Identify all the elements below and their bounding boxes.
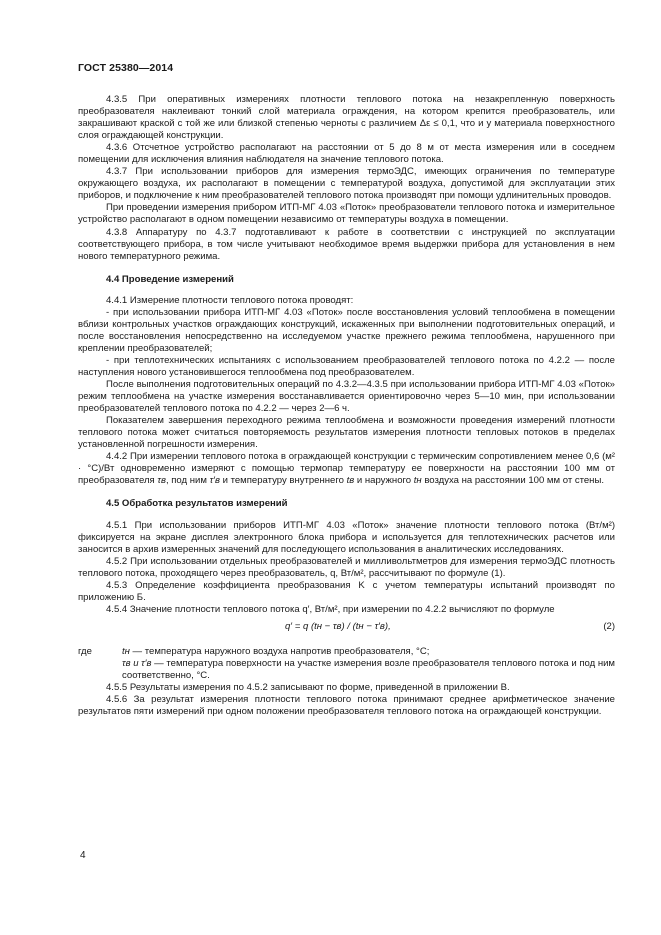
where-description-t-n: температура наружного воздуха напротив преобразователя, °С; — [144, 645, 430, 657]
paragraph-4-4-2-part-a: 4.4.2 При измерении теплового потока в ограждающей конструкции с термическим сопротивлением менее 0,6 (м² · °С)/Вт одновременно измеряют с помощью термопар температуру ее поверхности на расстоянии 100 мм от преобразователя — [78, 451, 615, 487]
paragraph-after-preparation: После выполнения подготовительных операций по 4.3.2—4.3.5 при использовании прибора ИТП-МГ 4.03 «Поток» режим теплообмена на участке измерения восстанавливается ориентировочно через 5—10 мин, при использовании преобразователей теплового потока по 4.2.2 — через 2—6 ч. — [78, 379, 615, 415]
formula-row — [78, 618, 615, 636]
paragraph-4-5-5: 4.5.5 Результаты измерения по 4.5.2 записывают по форме, приведенной в приложении В. — [106, 682, 510, 694]
paragraph-4-3-7: 4.3.7 При использовании приборов для измерения термоЭДС, имеющих ограничения по температуре окружающего воздуха, их располагают в помещении с температурой воздуха, допустимой для эксплуатации этих приборов, и подключение к ним преобразователей теплового потока производят при помощи удлинительных проводов. — [78, 166, 615, 202]
paragraph-itp-placement: При проведении измерения прибором ИТП-МГ 4.03 «Поток» преобразователи теплового потока и измерительное устройство располагают в одном помещении независимо от температуры воздуха в помещении. — [78, 202, 615, 226]
section-heading-4-4: 4.4 Проведение измерений — [106, 273, 234, 285]
paragraph-4-3-8: 4.3.8 Аппаратуру по 4.3.7 подготавливают к работе в соответствии с инструкцией по эксплуатации соответствующего прибора, в том числе учитывают необходимое время выдержки прибора для установления в нем нового температурного режима. — [78, 226, 615, 262]
section-heading-4-5: 4.5 Обработка результатов измерений — [106, 498, 288, 510]
symbol-t-v: tв — [346, 475, 355, 487]
page-number: 4 — [80, 850, 86, 861]
document-header: ГОСТ 25380—2014 — [78, 62, 174, 74]
paragraph-4-4-2-part-b: , под ним — [165, 475, 207, 487]
document-body — [78, 94, 615, 718]
paragraph-4-5-4: 4.5.4 Значение плотности теплового потока q′, Вт/м², при измерении по 4.2.2 вычисляют по формуле — [106, 603, 555, 615]
paragraph-4-5-1: 4.5.1 При использовании приборов ИТП-МГ 4.03 «Поток» значение плотности теплового потока (Вт/м²) фиксируется на экране дисплея электронного блока прибора и используется для теплотехнических расчетов или заносится в архив измеренных значений для последующего использования в аналитических исследованиях. — [78, 519, 615, 555]
symbol-tau-v: τв — [157, 475, 166, 487]
paragraph-4-4-2-part-e: воздуха на расстоянии 100 мм от стены. — [424, 475, 604, 487]
symbol-t-n: tн — [413, 475, 422, 487]
paragraph-4-5-6: 4.5.6 За результат измерения плотности теплового потока принимают среднее арифметическое значение результатов пяти измерений при одном положении преобразователя теплового потока на ограждающей конструкции. — [78, 694, 615, 718]
paragraph-4-4-1-item-b: - при теплотехнических испытаниях с использованием преобразователей теплового потока по 4.2.2 — после наступления нового установившегося теплообмена под преобразователем. — [78, 354, 615, 378]
paragraph-4-4-1-item-a: - при использовании прибора ИТП-МГ 4.03 «Поток» после восстановления условий теплообмена в помещении вблизи контрольных участков ограждающих конструкций, искаженных при выполнении подготовительных операций, и после восстановления непосредственно на исследуемом участке прежнего режима теплообмена, нарушенного при креплении преобразователей; — [78, 306, 615, 354]
where-block — [78, 646, 615, 682]
paragraph-4-4-2-part-c: и температуру внутреннего — [222, 475, 344, 487]
paragraph-4-4-2 — [78, 451, 615, 487]
paragraph-4-5-3: 4.5.3 Определение коэффициента преобразования K с учетом температуры испытаний производят по приложению Б. — [78, 579, 615, 603]
where-symbol-t-n: tн — — [122, 645, 143, 657]
paragraph-4-3-5: 4.3.5 При оперативных измерениях плотности теплового потока на незакрепленную поверхность преобразователя наклеивают тонкий слой материала ограждения, на котором крепится преобразователь, или закрашивают краской с той же или близкой степенью черноты с различием Δε ≤ 0,1, что и у материала поверхностного слоя ограждающей конструкции. — [78, 94, 615, 142]
symbol-tau-v-prime: τ′в — [209, 475, 220, 487]
where-symbol-tau: τв и τ′в — — [122, 657, 164, 669]
paragraph-4-5-2: 4.5.2 При использовании отдельных преобразователей и милливольтметров для измерения термоЭДС плотность теплового потока, проходящего через преобразователь, q, Вт/м², рассчитывают по формуле (1). — [78, 555, 615, 579]
paragraph-4-4-2-part-d: и наружного — [356, 475, 412, 487]
where-description-tau: температура поверхности на участке измерения возле преобразователя теплового потока и под ним соответственно, °С. — [122, 657, 615, 681]
formula-number: (2) — [603, 620, 615, 632]
paragraph-4-3-6: 4.3.6 Отсчетное устройство располагают на расстоянии от 5 до 8 м от места измерения или в соседнем помещении для исключения влияния наблюдателя на значение теплового потока. — [78, 142, 615, 166]
paragraph-4-4-1: 4.4.1 Измерение плотности теплового потока проводят: — [106, 294, 354, 306]
paragraph-transition-indicator: Показателем завершения переходного режима теплообмена и возможности проведения измерений плотности теплового потока может считаться повторяемость результатов измерения плотности тепловых потоков в пределах установленной погрешности измерения. — [78, 415, 615, 451]
formula-2: q′ = q (tн − τв) / (tн − τ′в), — [285, 620, 391, 632]
where-label: где — [78, 645, 92, 657]
